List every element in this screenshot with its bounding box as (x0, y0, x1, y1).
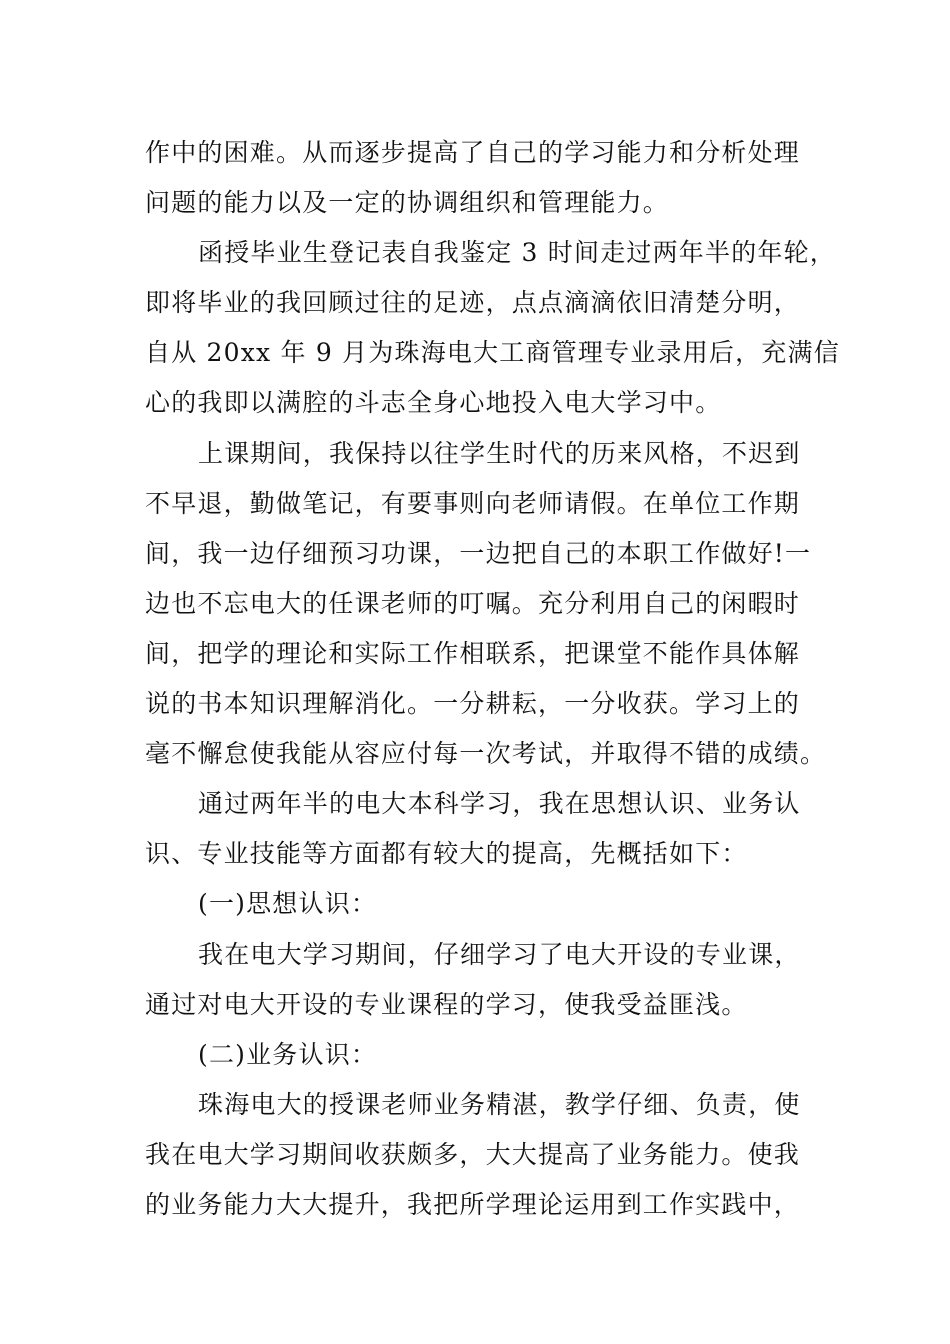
paragraph-start-line: 通过两年半的电大本科学习，我在思想认识、业务认 (198, 789, 801, 819)
paragraph-start-line: 函授毕业生登记表自我鉴定 3 时间走过两年半的年轮， (198, 238, 837, 268)
text-line: 间，把学的理论和实际工作相联系，把课堂不能作具体解 (145, 638, 801, 668)
paragraph-start-line: 上课期间，我保持以往学生时代的历来风格，不迟到 (198, 438, 801, 468)
text-line: 我在电大学习期间收获颇多，大大提高了业务能力。使我 (145, 1139, 801, 1169)
text-line: 问题的能力以及一定的协调组织和管理能力。 (145, 188, 670, 218)
text-line: 不早退，勤做笔记，有要事则向老师请假。在单位工作期 (145, 488, 801, 518)
text-line: 毫不懈怠使我能从容应付每一次考试，并取得不错的成绩。 (145, 739, 827, 769)
document-body (145, 128, 840, 1230)
text-line: 即将毕业的我回顾过往的足迹，点点滴滴依旧清楚分明， (145, 288, 801, 318)
text-line: 说的书本知识理解消化。一分耕耘，一分收获。学习上的 (145, 689, 801, 719)
section-heading: (二)业务认识： (198, 1039, 378, 1069)
text-line: 间，我一边仔细预习功课，一边把自己的本职工作做好!一 (145, 538, 812, 568)
text-line: 识、专业技能等方面都有较大的提高，先概括如下： (145, 839, 748, 869)
text-line: 的业务能力大大提升，我把所学理论运用到工作实践中， (145, 1189, 801, 1219)
text-line: 边也不忘电大的任课老师的叮嘱。充分利用自己的闲暇时 (145, 588, 801, 618)
paragraph-start-line: 我在电大学习期间，仔细学习了电大开设的专业课， (198, 939, 801, 969)
section-heading: (一)思想认识： (198, 889, 378, 919)
text-line: 作中的困难。从而逐步提高了自己的学习能力和分析处理 (145, 138, 801, 167)
text-line: 通过对电大开设的专业课程的学习，使我受益匪浅。 (145, 989, 748, 1019)
paragraph-start-line: 珠海电大的授课老师业务精湛，教学仔细、负责，使 (198, 1089, 801, 1119)
text-line: 自从 20xx 年 9 月为珠海电大工商管理专业录用后，充满信 (145, 338, 840, 368)
text-line: 心的我即以满腔的斗志全身心地投入电大学习中。 (145, 388, 722, 418)
